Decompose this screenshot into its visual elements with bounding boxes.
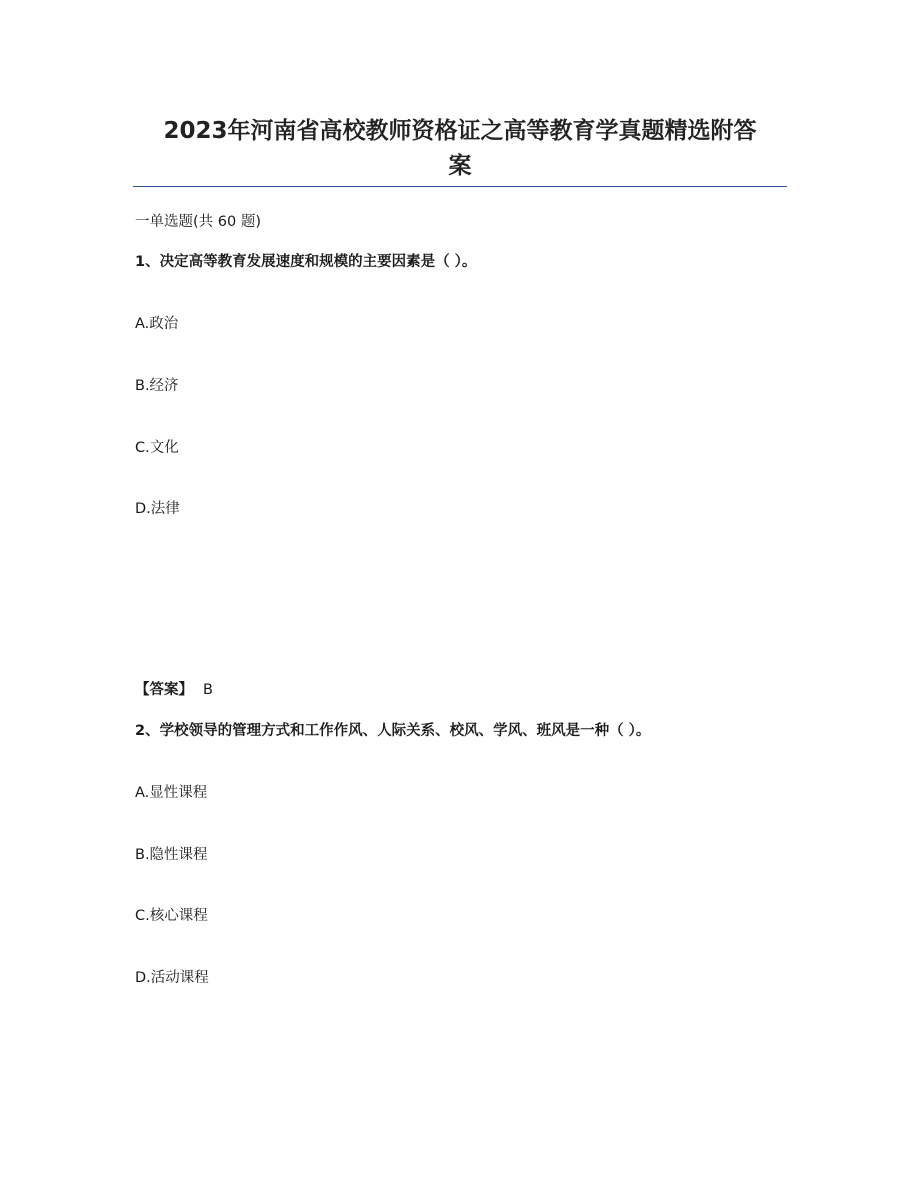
question-1-option-a: A.政治	[135, 316, 179, 332]
title-line-1: 2023年河南省高校教师资格证之高等教育学真题精选附答	[163, 118, 757, 144]
title-line-2: 案	[448, 153, 472, 179]
question-2-option-a: A.显性课程	[135, 785, 208, 801]
question-2-option-c: C.核心课程	[135, 908, 208, 924]
question-1-option-d: D.法律	[135, 501, 180, 517]
answer-label: 【答案】	[135, 682, 193, 698]
document-title	[110, 114, 810, 184]
question-2-option-b: B.隐性课程	[135, 847, 208, 863]
question-1-option-c: C.文化	[135, 440, 179, 456]
question-1-answer	[135, 679, 213, 701]
question-1-stem: 1、决定高等教育发展速度和规模的主要因素是（ ）。	[135, 254, 477, 270]
question-2-option-d: D.活动课程	[135, 970, 209, 986]
section-heading: 一单选题(共 60 题)	[135, 214, 261, 230]
question-2-stem: 2、学校领导的管理方式和工作作风、人际关系、校风、学风、班风是一种（ ）。	[135, 723, 651, 739]
question-1-option-b: B.经济	[135, 378, 179, 394]
title-divider	[133, 186, 787, 187]
answer-value: B	[203, 682, 213, 698]
